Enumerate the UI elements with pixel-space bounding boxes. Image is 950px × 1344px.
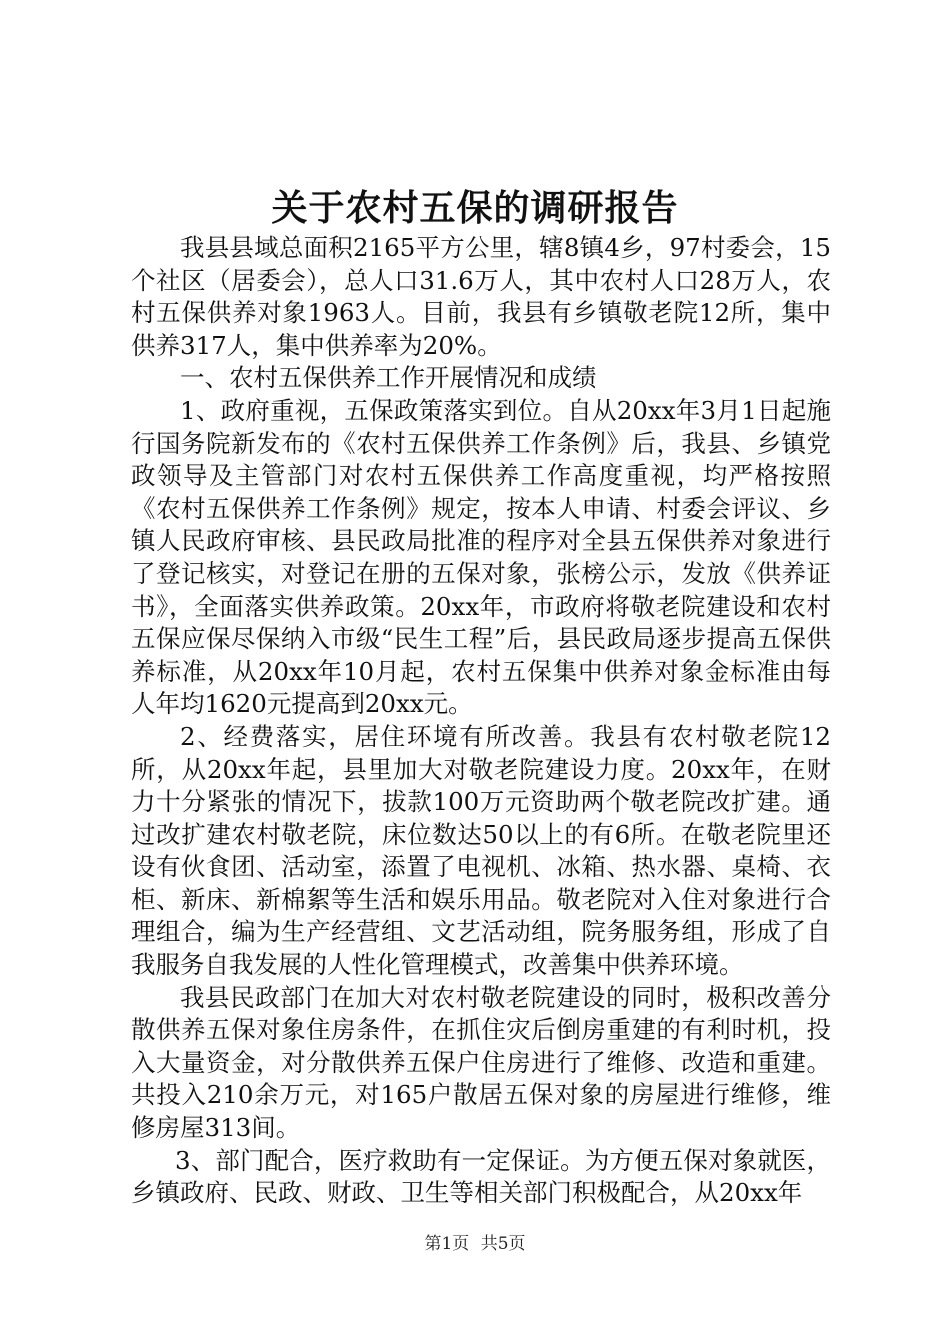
document-title: 关于农村五保的调研报告 <box>271 187 679 229</box>
paragraph-item-2: 2、经费落实，居住环境有所改善。我县有农村敬老院12所，从20xx年起，县里加大对敬老院建设力度。20xx年，在财力十分紧张的情况下，拔款100万元资助两个敬老院改扩建。通过改扩建农村敬老院，床位数达50以上的有6所。在敬老院里还设有伙食团、活动室，添置了电视机、冰箱、热水器、桌椅、衣柜、新床、新棉絮等生活和娱乐用品。敬老院对入住对象进行合理组合，编为生产经营组、文艺活动组，院务服务组，形成了自我服务自我发展的人性化管理模式，改善集中供养环境。 <box>131 721 831 980</box>
paragraph-intro: 我县县域总面积2165平方公里，辖8镇4乡，97村委会，15个社区（居委会），总人口31.6万人，其中农村人口28万人，农村五保供养对象1963人。目前，我县有乡镇敬老院12所，集中供养317人，集中供养率为20%。 <box>131 233 831 360</box>
section-heading: 一、农村五保供养工作开展情况和成绩 <box>180 363 597 393</box>
paragraph-item-3: 3、部门配合，医疗救助有一定保证。为方便五保对象就医，乡镇政府、民政、财政、卫生等相关部门积极配合，从20xx年 <box>131 1145 831 1208</box>
page-number: 第1页 <box>424 1234 470 1254</box>
paragraph-housing: 我县民政部门在加大对农村敬老院建设的同时，极积改善分散供养五保对象住房条件，在抓住灾后倒房重建的有利时机，投入大量资金，对分散供养五保户住房进行了维修、改造和重建。共投入210余万元，对165户散居五保对象的房屋进行维修，维修房屋313间。 <box>131 982 831 1143</box>
page-footer <box>0 1232 950 1256</box>
paragraph-item-1: 1、政府重视，五保政策落实到位。自从20xx年3月1日起施行国务院新发布的《农村五保供养工作条例》后，我县、乡镇党政领导及主管部门对农村五保供养工作高度重视，均严格按照《农村五保供养工作条例》规定，按本人申请、村委会评议、乡镇人民政府审核、县民政局批准的程序对全县五保供养对象进行了登记核实，对登记在册的五保对象，张榜公示，发放《供养证书》，全面落实供养政策。20xx年，市政府将敬老院建设和农村五保应保尽保纳入市级“民生工程”后，县民政局逐步提高五保供养标准，从20xx年10月起，农村五保集中供养对象金标准由每人年均1620元提高到20xx元。 <box>131 395 831 719</box>
document-body <box>131 232 831 1210</box>
page-total: 共5页 <box>480 1234 526 1254</box>
